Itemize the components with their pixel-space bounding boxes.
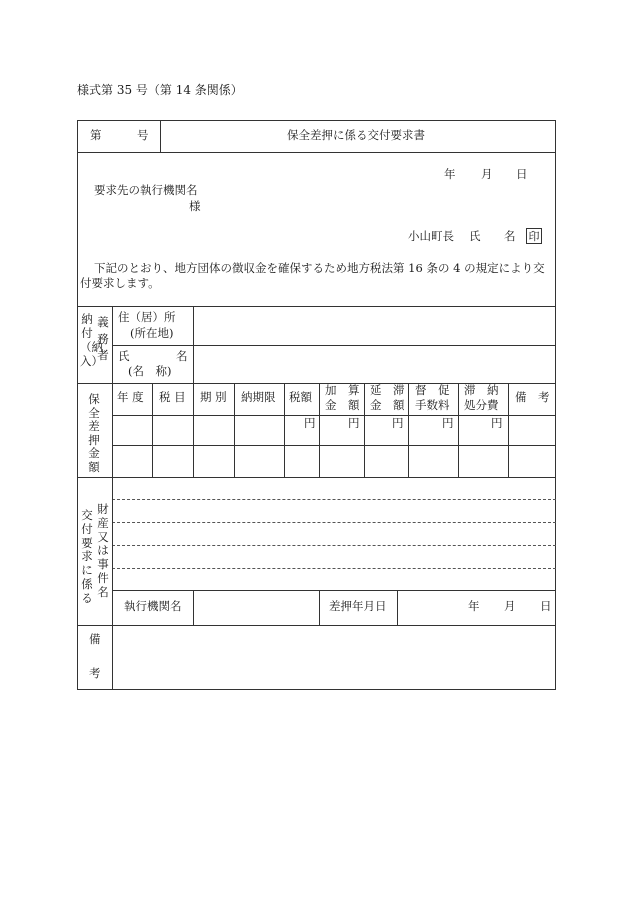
sender-mei: 名 [504,229,516,243]
unit-yen-kasan: 円 [348,416,360,430]
seizure-month: 月 [504,599,516,613]
agency-label: 執行機関名 [124,599,182,613]
col-header-kasan: 加 算 金 額 [325,383,360,412]
unit-yen-tainou: 円 [491,416,503,430]
seizure-year: 年 [468,599,480,613]
remarks-label-2: 考 [89,666,101,680]
col-header-zeimoku: 税 目 [159,390,186,404]
body-text-line2: 付要求します。 [80,276,160,290]
recipient-label: 要求先の執行機関名 [94,183,198,197]
remarks-label-1: 備 [89,632,101,646]
row-divider-property [112,590,556,591]
col-divider-amount-9 [508,383,509,477]
unit-yen-zeigaku: 円 [304,416,316,430]
unit-yen-tokusoku: 円 [442,416,454,430]
col-header-kibetsu: 期 別 [200,390,227,404]
sender-org: 小山町長 [408,229,454,243]
col-divider-side [112,306,113,690]
col-divider-amount-7 [408,383,409,477]
seizure-date-label: 差押年月日 [329,599,387,613]
col-header-zeigaku: 税額 [289,390,312,404]
col-header-nokigen: 納期限 [241,390,276,404]
row-divider-header [77,152,556,153]
name-label-shi: 氏 [118,349,130,363]
col-divider-taxpayer-label [193,306,194,383]
col-divider-amount-1 [152,383,153,477]
row-divider-address [112,345,556,346]
seal-mark: 印 [526,228,542,244]
col-header-biko: 備 考 [515,390,550,404]
col-header-tokusoku: 督 促 手数料 [415,383,450,412]
row-divider-amount-row1 [112,445,556,446]
form-number: 様式第 35 号（第 14 条関係） [77,83,243,97]
taxpayer-side-label-2: 義 務 者 [97,315,109,363]
row-divider-agency [77,625,556,626]
dashed-line-1 [112,499,556,500]
col-divider-amount-4 [284,383,285,477]
row-divider-intro [77,306,556,307]
recipient-sama: 様 [189,199,201,213]
col-divider-amount-6 [364,383,365,477]
col-divider-amount-3 [234,383,235,477]
dashed-line-4 [112,568,556,569]
row-divider-amount-header [112,415,556,416]
col-divider-agency-1 [193,590,194,625]
date-month: 月 [481,167,493,181]
unit-yen-entai: 円 [392,416,404,430]
header-dai: 第 [90,128,102,142]
address-label: 住（居）所 [118,310,176,324]
col-header-tainou: 滞 納 処分費 [464,383,499,412]
property-side-label-2: 財 産 又 は 事 件 名 [97,502,109,599]
col-divider-agency-2 [319,590,320,625]
col-divider-amount-8 [458,383,459,477]
document-title: 保全差押に係る交付要求書 [287,128,425,142]
col-divider-header [160,120,161,152]
dashed-line-2 [112,522,556,523]
col-header-entai: 延 滞 金 額 [370,383,405,412]
col-divider-amount-5 [319,383,320,477]
name-sub-label: (名 称) [128,364,172,378]
name-label-mei: 名 [176,349,188,363]
address-sub-label: (所在地) [130,326,174,340]
date-year: 年 [444,167,456,181]
header-go: 号 [137,128,149,142]
col-divider-agency-3 [397,590,398,625]
body-text-line1: 下記のとおり、地方団体の徴収金を確保するため地方税法第 16 条の 4 の規定により交 [94,261,545,275]
seizure-day: 日 [540,599,552,613]
col-header-nendo: 年 度 [117,390,144,404]
sender-shi: 氏 [469,229,481,243]
dashed-line-3 [112,545,556,546]
row-divider-amount [77,477,556,478]
property-side-label: 交 付 要 求 に 係 る [81,508,93,605]
amount-side-label: 保 全 差 押 金 額 [88,392,100,474]
taxpayer-side-label: 納 付 （納 入） [80,312,103,369]
col-divider-amount-2 [193,383,194,477]
date-day: 日 [516,167,528,181]
